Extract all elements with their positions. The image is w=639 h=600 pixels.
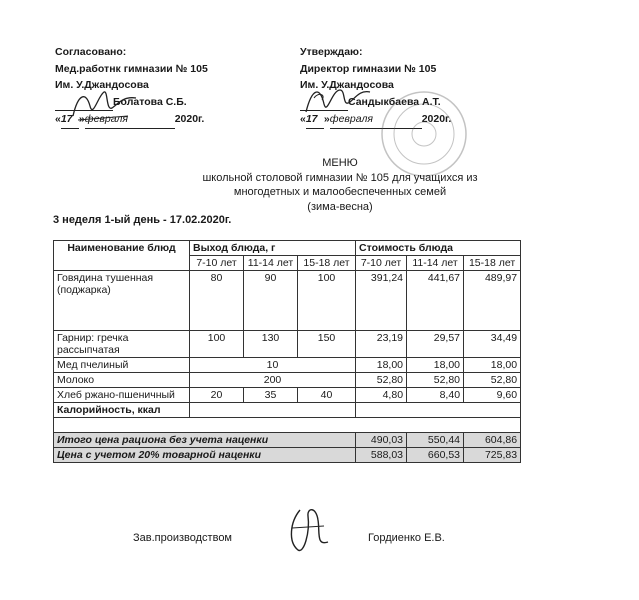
age-group: 7-10 лет <box>190 256 244 271</box>
calories-cost-empty <box>356 403 521 418</box>
output-value: 20 <box>190 388 244 403</box>
cost-value: 489,97 <box>464 271 521 331</box>
approval-right-heading: Утверждаю: <box>300 46 363 58</box>
approval-right-date-open: « <box>300 113 306 125</box>
header-output: Выход блюда, г <box>190 241 356 256</box>
table-header-row <box>54 241 521 256</box>
calories-row <box>54 403 521 418</box>
output-value: 40 <box>298 388 356 403</box>
age-group: 7-10 лет <box>356 256 407 271</box>
approval-right-date-month: февраля <box>330 111 422 129</box>
output-value: 90 <box>244 271 298 331</box>
total-no-markup-value: 604,86 <box>464 433 521 448</box>
approval-right-date-day: 17 <box>306 111 324 129</box>
cost-value: 391,24 <box>356 271 407 331</box>
cost-value: 52,80 <box>464 373 521 388</box>
approval-left-position: Мед.работнк гимназии № 105 <box>55 62 208 75</box>
footer-role: Зав.производством <box>133 532 232 544</box>
calories-label: Калорийность, ккал <box>54 403 190 418</box>
approval-right-position: Директор гимназии № 105 <box>300 62 437 75</box>
signature-bottom-icon <box>280 502 340 557</box>
header-dish: Наименование блюд <box>54 241 190 271</box>
dish-name: Молоко <box>54 373 190 388</box>
total-no-markup-value: 550,44 <box>407 433 464 448</box>
age-group: 11-14 лет <box>407 256 464 271</box>
header-cost: Стоимость блюда <box>356 241 521 256</box>
title-menu: МЕНЮ <box>322 157 358 169</box>
table-row <box>54 388 521 403</box>
cost-value: 52,80 <box>407 373 464 388</box>
gap-cell <box>54 418 521 433</box>
approval-right-date-year: 2020г. <box>421 113 452 125</box>
output-value: 100 <box>190 331 244 358</box>
cost-value: 18,00 <box>464 358 521 373</box>
table-gap-row <box>54 418 521 433</box>
footer-name: Гордиенко Е.В. <box>368 532 445 544</box>
approval-right-school: Им. У.Джандосова <box>300 79 394 91</box>
total-no-markup-label: Итого цена рациона без учета наценки <box>54 433 356 448</box>
approval-left-date-year: 2020г. <box>174 113 205 125</box>
cost-value: 23,19 <box>356 331 407 358</box>
output-value: 130 <box>244 331 298 358</box>
approval-left-school: Им. У.Джандосова <box>55 79 149 91</box>
age-group: 15-18 лет <box>464 256 521 271</box>
table-row <box>54 373 521 388</box>
cost-value: 52,80 <box>356 373 407 388</box>
total-markup-label: Цена с учетом 20% товарной наценки <box>54 448 356 463</box>
dish-name: Говядина тушенная (поджарка) <box>54 271 190 331</box>
menu-table <box>53 240 521 463</box>
output-value: 10 <box>190 358 356 373</box>
age-group: 11-14 лет <box>244 256 298 271</box>
table-row <box>54 331 521 358</box>
total-no-markup-value: 490,03 <box>356 433 407 448</box>
output-value: 100 <box>298 271 356 331</box>
table-row <box>54 271 521 331</box>
total-markup-value: 660,53 <box>407 448 464 463</box>
title-subtitle: школьной столовой гимназии № 105 для учащихся из многодетных и малообеспеченных семей <box>202 171 478 198</box>
signature-right-icon <box>300 82 375 124</box>
approval-right-signer-name: Сандыкбаева А.Т. <box>348 95 441 108</box>
title-season: (зима-весна) <box>307 200 373 213</box>
total-markup-row <box>54 448 521 463</box>
dish-name: Хлеб ржано-пшеничный <box>54 388 190 403</box>
approval-left-signer-name: Болатова С.Б. <box>113 95 187 108</box>
total-markup-value: 588,03 <box>356 448 407 463</box>
cost-value: 34,49 <box>464 331 521 358</box>
output-value: 35 <box>244 388 298 403</box>
approval-left-date-close: » <box>78 113 85 125</box>
table-row <box>54 358 521 373</box>
output-value: 200 <box>190 373 356 388</box>
approval-left-date-month: февраля <box>85 111 175 129</box>
cost-value: 9,60 <box>464 388 521 403</box>
approval-left-heading: Согласовано: <box>55 46 127 58</box>
cost-value: 8,40 <box>407 388 464 403</box>
output-value: 150 <box>298 331 356 358</box>
age-group: 15-18 лет <box>298 256 356 271</box>
cost-value: 29,57 <box>407 331 464 358</box>
signature-left-icon <box>68 86 143 126</box>
cost-value: 441,67 <box>407 271 464 331</box>
calories-value <box>190 403 356 418</box>
cost-value: 18,00 <box>407 358 464 373</box>
dish-name: Мед пчелиный <box>54 358 190 373</box>
cost-value: 18,00 <box>356 358 407 373</box>
total-markup-value: 725,83 <box>464 448 521 463</box>
output-value: 80 <box>190 271 244 331</box>
document-title <box>170 156 510 214</box>
approval-left-date-open: « <box>55 113 61 125</box>
approval-left-date-day: 17 <box>61 111 79 129</box>
week-day-line: 3 неделя 1-ый день - 17.02.2020г. <box>53 214 232 226</box>
total-no-markup-row <box>54 433 521 448</box>
dish-name: Гарнир: гречка рассыпчатая <box>54 331 190 358</box>
approval-right-date-close: » <box>323 113 330 125</box>
cost-value: 4,80 <box>356 388 407 403</box>
